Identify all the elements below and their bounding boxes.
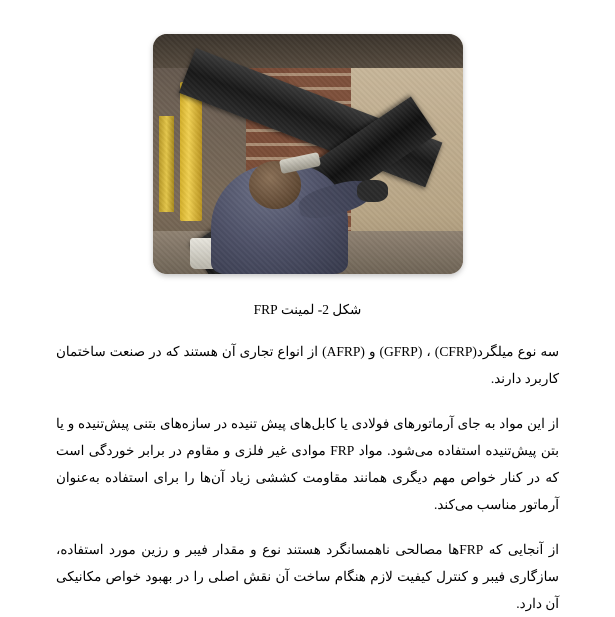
paragraph-1: سه نوع میلگرد(CFRP) ، (GFRP) و (AFRP) از انواع تجاری آن هستند که در صنعت ساختمان کاربرد دارند. xyxy=(56,344,560,386)
document-body xyxy=(56,338,559,617)
paragraph-3: از آنجایی که FRPها مصالحی ناهمسانگرد هستند نوع و مقدار فیبر و رزین مورد استفاده، سازگاری فیبر و کنترل کیفیت لازم هنگام ساخت آن نقش اصلی را در بهبود خواص مکانیکی آن دارد. xyxy=(56,542,559,611)
yellow-post xyxy=(180,82,202,221)
paragraph-2: از این مواد به جای آرماتورهای فولادی یا کابل‌های پیش تنیده در سازه‌های بتنی پیش‌تنیده و یا بتن پیش‌تنیده استفاده می‌شود. مواد FRP موادی غیر فلزی و مقاوم در برابر خوردگی است که در کنار خواص مهم دیگری همانند مقاومت کششی زیاد آن‌ها را برای استفاده به‌عنوان آرماتور مناسب می‌کند. xyxy=(56,416,559,512)
figure-caption: شکل 2- لمینت FRP xyxy=(253,302,362,317)
figure-block xyxy=(56,0,559,318)
worker-glove xyxy=(357,180,388,202)
yellow-post-secondary xyxy=(159,116,175,212)
photo-illustration xyxy=(153,34,463,274)
frp-lamination-photo xyxy=(153,34,463,274)
